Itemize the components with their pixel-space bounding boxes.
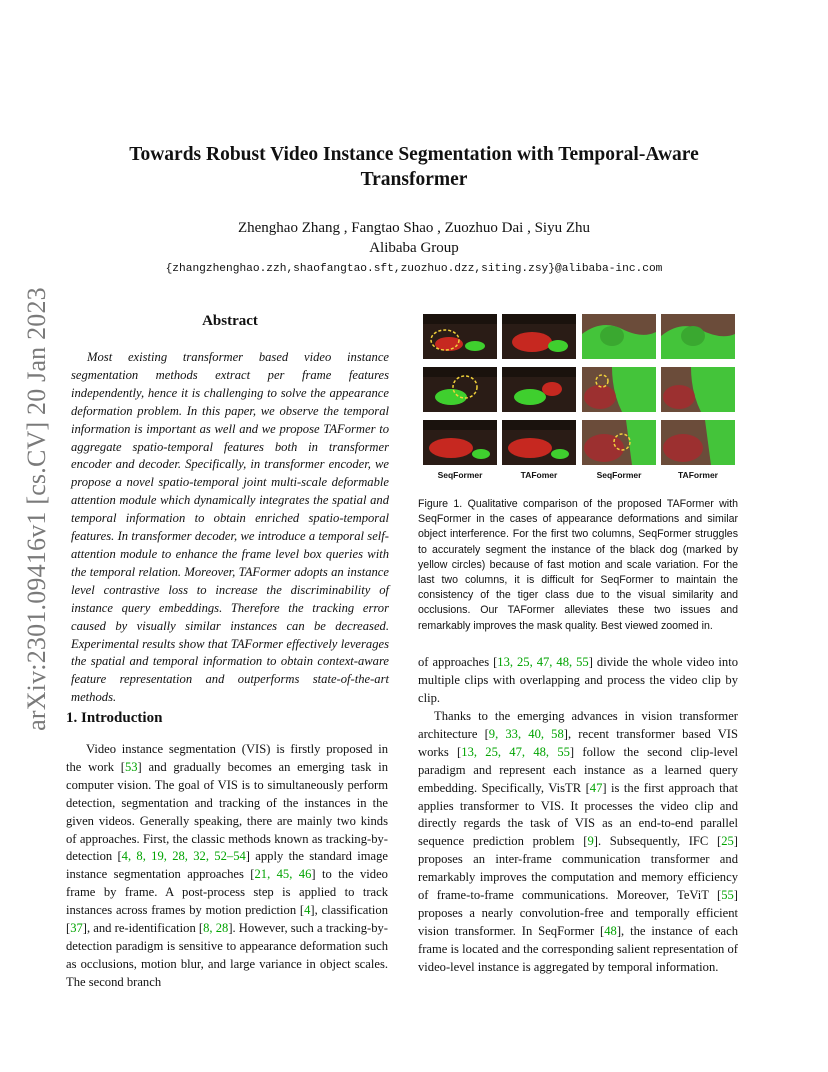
citation-link[interactable]: 4, 8, 19, 28, 32, 52–54 (121, 849, 246, 864)
text-run: Thanks to the emerging advances in vision transformer architecture [ (418, 709, 738, 741)
abstract-text: Most existing transformer based video instance segmentation methods extract per frame features independently, hence it is challenging to solve the appearance deformation problem. In this paper, we observe the temporal information is important as well and we propose TAFormer to aggregate spatio-temporal features both in transformer encoder and decoder. Specifically, in transformer encoder, we propose a novel spatio-temporal joint multi-scale deformable attention module which dynamically integrates the spatial and temporal information to obtain enriched spatio-temporal features. In transformer decoder, we introduce a temporal self-attention module to enhance the frame level box queries with the temporal relation. Moreover, TAFormer adopts an instance level contrastive loss to increase the discriminability of instance query embeddings. Therefore the tracking error caused by visually similar instances can be decreased. Experimental results show that TAFormer effectively leverages the spatial and temporal information to obtain context-aware feature representation and outperforms state-of-the-art methods. (71, 350, 389, 705)
figure-thumb-tiger-seqformer-3 (582, 420, 656, 465)
figure-column-label: SeqFormer (437, 470, 483, 480)
right-paragraph-1 (418, 654, 738, 708)
figure-column-label: TAFormer (678, 470, 718, 480)
citation-link[interactable]: 55 (721, 888, 734, 903)
paper-title: Towards Robust Video Instance Segmentation with Temporal-Aware Transformer (129, 144, 699, 190)
text-run: Video instance segmentation (VIS) is firstly proposed in the work [ (66, 742, 388, 774)
citation-link[interactable]: 47 (589, 780, 603, 795)
figure-thumb-dog-seqformer-1 (423, 314, 497, 359)
figure-thumb-tiger-taformer-1 (661, 314, 735, 359)
text-run: ] proposes an inter-frame communication transformer and remarkably improves the computation and memory efficiency of frame-to-frame communications. Moreover, TeViT [ (418, 834, 738, 903)
citation-link[interactable]: 13, 25, 47, 48, 55 (497, 655, 589, 669)
citation-link[interactable]: 8, 28 (203, 921, 229, 936)
citation-link[interactable]: 21, 45, 46 (254, 867, 312, 882)
text-run: ] apply the standard image instance segmentation approaches [ (66, 849, 388, 882)
section-heading-introduction: 1. Introduction (66, 710, 163, 726)
arxiv-stamp-text: arXiv:2301.09416v1 [cs.CV] 20 Jan 2023 (22, 287, 51, 731)
citation-link[interactable]: 37 (70, 921, 83, 936)
citation-link[interactable]: 9, 33, 40, 58 (488, 726, 564, 741)
figure-thumb-dog-taformer-3 (502, 420, 576, 465)
author-emails: {zhangzhenghao.zzh,shaofangtao.sft,zuozhuo.dzz,siting.zsy}@alibaba-inc.com (165, 263, 663, 275)
figure-1-caption: Figure 1. Qualitative comparison of the proposed TAFormer with SeqFormer in the cases of appearance deformations and similar object interference. For the first two columns, SeqFormer struggles to accurately segment the instance of the black dog (marked by yellow circles) because of fast motion and scale variation. For the last two columns, it is difficult for SeqFormer to maintain the consistency of the tiger class due to the visual similarity and occlusions. Our TAFormer alleviates these two issues and remarkably improves the mask quality. Best viewed zoomed in. (418, 498, 738, 632)
figure-thumb-tiger-taformer-3 (661, 420, 735, 465)
figure-1-grid (423, 314, 737, 466)
text-run: ] follow the second clip-level paradigm and represent each instance as a learned query embedding. Specifically, VisTR [ (418, 744, 738, 795)
text-run: ], the instance of each frame is located and the corresponding salient representation of video-level instance is aggregated by temporal information. (418, 923, 738, 974)
text-run: ]. However, such a tracking-by-detection paradigm is sensitive to appearance deformation such as occlusions, motion blur, and large variance in object scales. The second branch (66, 921, 388, 989)
figure-thumb-tiger-seqformer-1 (582, 314, 656, 359)
affiliation: Alibaba Group (369, 240, 459, 256)
figure-thumb-tiger-seqformer-2 (582, 367, 656, 412)
intro-paragraph (66, 741, 388, 992)
citation-link[interactable]: 53 (124, 759, 138, 774)
text-run: ], recent transformer based VIS works [ (418, 726, 738, 759)
citation-link[interactable]: 48 (604, 923, 617, 938)
citation-link[interactable]: 4 (304, 903, 311, 918)
text-run: ]. Subsequently, IFC [ (593, 834, 722, 849)
text-run: ] and gradually becomes an emerging task in computer vision. The goal of VIS is to simultaneously perform detection, segmentation and tracking of the instances in the given videos. Generally speaking, there are mainly two kinds of approaches. First, the classic methods known as tracking-by-detection [ (66, 759, 388, 864)
figure-thumb-dog-taformer-2 (502, 367, 576, 412)
arxiv-stamp (12, 288, 62, 730)
citation-link[interactable]: 25 (721, 834, 734, 849)
text-run: of approaches [ (418, 655, 498, 669)
figure-thumb-tiger-taformer-2 (661, 367, 735, 412)
text-run: ] proposes a nearly convolution-free and temporally efficient vision transformer. In SeqFormer [ (418, 888, 738, 938)
citation-link[interactable]: 13, 25, 47, 48, 55 (461, 744, 570, 759)
figure-thumb-dog-seqformer-2 (423, 367, 497, 412)
citation-link[interactable]: 9 (587, 834, 594, 849)
right-paragraph-2 (418, 708, 738, 977)
abstract-heading: Abstract (202, 313, 258, 329)
figure-thumb-dog-seqformer-3 (423, 420, 497, 465)
figure-column-label: SeqFormer (596, 470, 642, 480)
text-run: ], classification [ (66, 903, 388, 936)
figure-thumb-dog-taformer-1 (502, 314, 576, 359)
figure-column-label: TAFomer (520, 470, 558, 480)
text-run: ] to the video frame by frame. A post-process step is applied to track instances across frames by motion prediction [ (66, 867, 388, 918)
text-run: ] divide the whole video into multiple clips with overlapping and process the video clip by clip. (418, 655, 739, 705)
text-run: ], and re-identification [ (82, 921, 204, 936)
text-run: ] is the first approach that applies transformer to VIS. It processes the video clip and directly regards the task of VIS as an end-to-end parallel sequence prediction problem [ (418, 780, 738, 849)
author-list: Zhenghao Zhang , Fangtao Shao , Zuozhuo Dai , Siyu Zhu (237, 220, 591, 236)
